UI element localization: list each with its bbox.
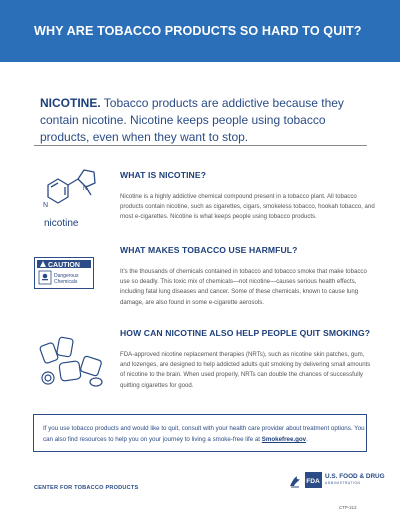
pyridine-nitrogen-label: N xyxy=(43,202,49,209)
fda-wordmark xyxy=(325,473,385,486)
lead-text: Tobacco products are addictive because they contain nicotine. Nicotine keeps people using tobacco products, even when they want to stop. xyxy=(40,96,344,144)
page-title: WHY ARE TOBACCO PRODUCTS SO HARD TO QUIT? xyxy=(34,24,362,38)
section-heading: WHAT MAKES TOBACCO USE HARMFUL? xyxy=(120,245,298,255)
section-heading: WHAT IS NICOTINE? xyxy=(120,170,207,180)
callout-end: . xyxy=(306,436,308,443)
caution-sign-icon xyxy=(34,257,94,289)
lead-keyword: NICOTINE. xyxy=(40,96,101,110)
section-body: It’s the thousands of chemicals contained in tobacco and tobacco smoke that make tobacco use so deadly. This toxic mix of chemicals—not nicotine—causes serious health effects, including fatal lung diseases and cancer. Some of these chemicals, known to cause lung damage, are also found in some e-cigarette aerosols. xyxy=(120,268,367,306)
section-nrt xyxy=(120,328,375,391)
section-tobacco-harm xyxy=(120,245,375,308)
divider xyxy=(34,145,367,146)
document-code: CTP-212 xyxy=(339,505,357,510)
section-body: FDA-approved nicotine replacement therapies (NRTs), such as nicotine skin patches, gum, and lozenges, are designed to help addicted adults quit smoking by delivering small amounts of nicotine to the brain. When used properly, NRTs can double the chances of successfully quitting cigarettes for good. xyxy=(120,351,371,389)
caution-line-1: Dangerous xyxy=(54,273,79,279)
hhs-eagle-icon xyxy=(288,473,302,489)
smokefree-link[interactable]: Smokefree.gov xyxy=(261,436,307,443)
nicotine-caption: nicotine xyxy=(44,218,79,229)
fda-line-2: ADMINISTRATION xyxy=(325,481,361,485)
caution-header: CAUTION xyxy=(48,262,80,269)
lead-paragraph xyxy=(40,95,370,146)
section-heading: HOW CAN NICOTINE ALSO HELP PEOPLE QUIT SMOKING? xyxy=(120,328,371,338)
center-for-tobacco-products-label: CENTER FOR TOBACCO PRODUCTS xyxy=(34,485,139,491)
nicotine-replacement-products-icon xyxy=(36,330,108,392)
fda-logo-icon xyxy=(305,472,322,488)
quit-resources-callout xyxy=(33,414,367,452)
caution-line-2: Chemicals xyxy=(54,279,78,285)
fda-badge-text: FDA xyxy=(306,478,320,485)
pyrrolidine-nitrogen-label: N xyxy=(83,186,88,192)
section-body: Nicotine is a highly addictive chemical compound present in a tobacco plant. All tobacco products contain nicotine, such as cigarettes, cigars, smokeless tobacco, hookah tobacco, and most e-cigarettes. Nicotine is what keeps people using tobacco products. xyxy=(120,193,375,221)
header-banner xyxy=(0,0,400,62)
section-what-is-nicotine xyxy=(120,170,375,223)
callout-text: If you use tobacco products and would like to quit, consult with your health care provider about treatment options. You can also find resources to help you on your journey to living a smoke-free life at xyxy=(43,425,365,443)
nicotine-molecule-icon xyxy=(36,165,106,217)
fda-line-1: U.S. FOOD & DRUG xyxy=(325,473,385,480)
